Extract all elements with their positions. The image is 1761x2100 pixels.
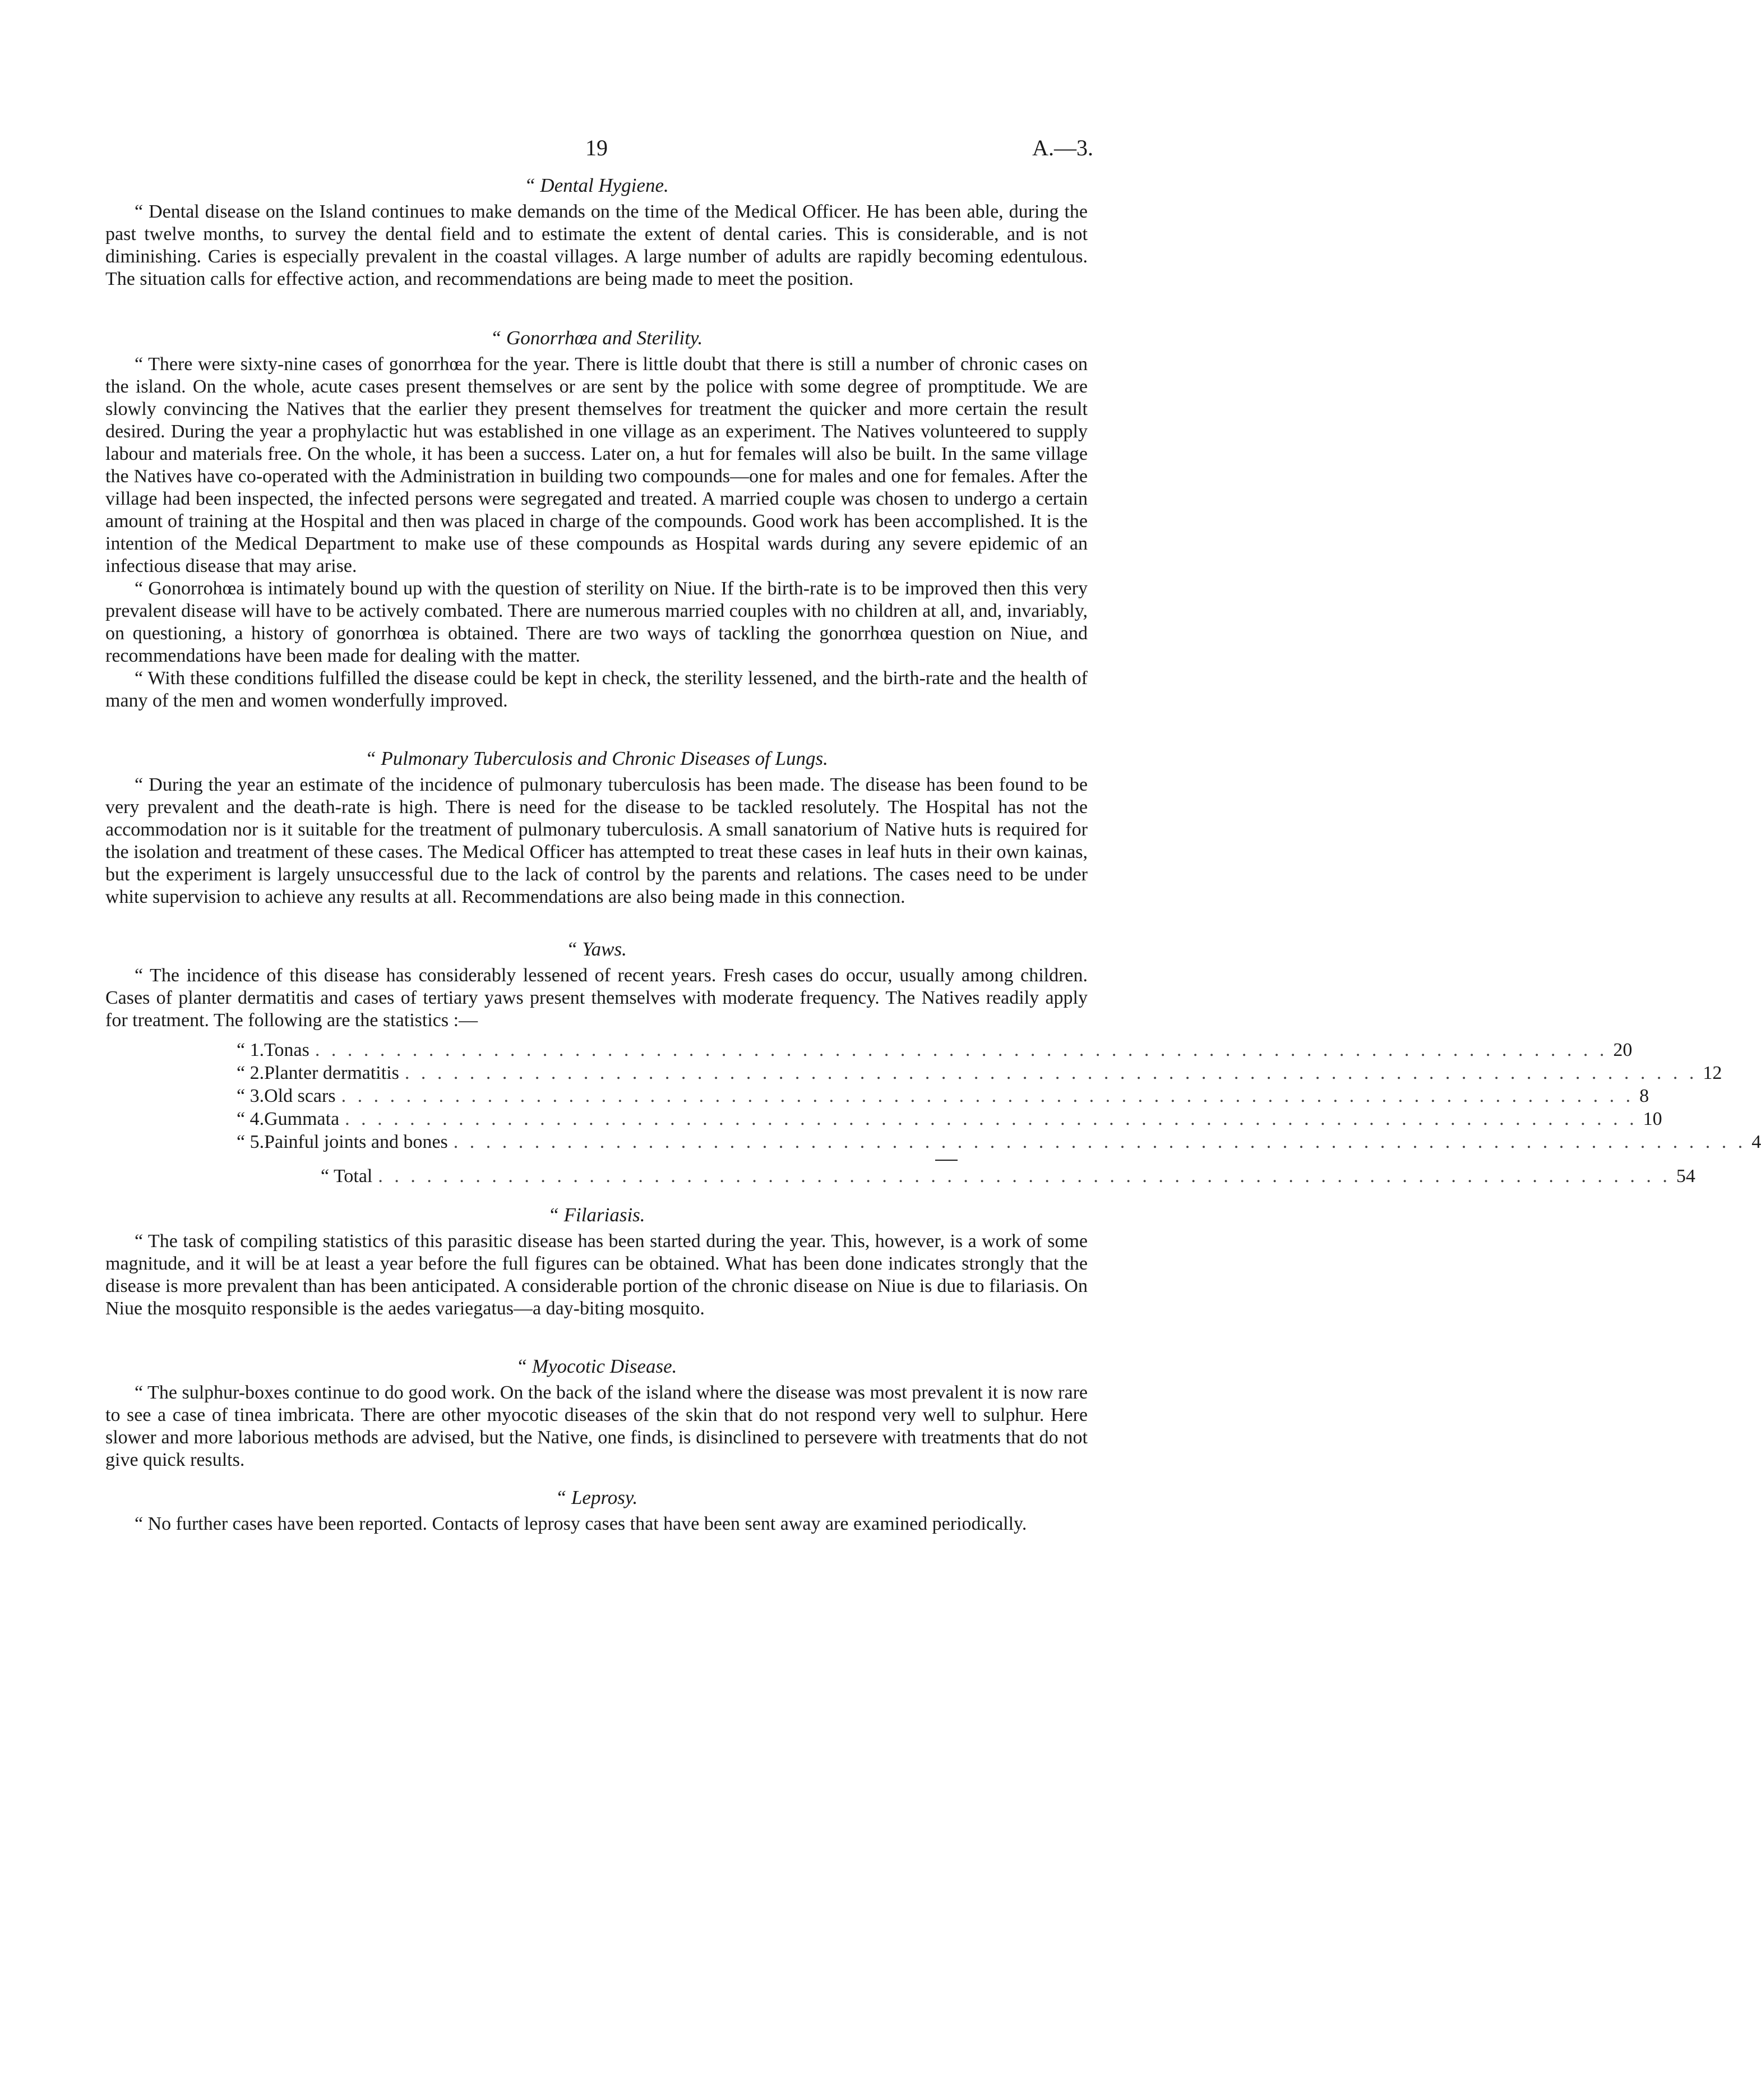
- document-series: A.—3.: [1032, 135, 1093, 160]
- stat-total-row: [237, 1166, 1695, 1189]
- paragraph: “ With these conditions fulfilled the disease could be kept in check, the sterility lessened, and the birth-rate and the health of many of the men and women wonderfully improved.: [105, 668, 1088, 711]
- stat-value: 8: [1639, 1086, 1649, 1106]
- paragraph: “ During the year an estimate of the incidence of pulmonary tuberculosis has been made. The disease has been found to be very prevalent and the death-rate is high. There is need for the disease to be tackled resolutely. The Hospital has not the accommodation nor is it suitable for the treatment of pulmonary tuberculosis. A small sanatorium of Native huts is required for the isolation and treatment of these cases. The Medical Officer has attempted to treat these cases in leaf huts in their own kainas, but the experiment is largely unsuccessful due to the lack of control by the parents and relations. The cases need to be under white supervision to achieve any results at all. Recommendations are also being made in this connection.: [105, 774, 1088, 907]
- section-filariasis: [105, 1203, 1088, 1320]
- dot-leader: . . . . . . . . . . . . . . . . . . . . . . . . . . . . . . . . . . . . . . . . . . . . . . . . . . . . . . . . . . . . . . . . . . . . . . . . . . . . . . . .: [404, 1063, 1698, 1083]
- section-heading: “ Pulmonary Tuberculosis and Chronic Diseases of Lungs.: [365, 747, 828, 769]
- total-rule-row: [237, 1155, 958, 1166]
- stat-label: Painful joints and bones: [264, 1132, 448, 1152]
- total-value: 54: [1676, 1166, 1695, 1187]
- paragraph: “ The incidence of this disease has considerably lessened of recent years. Fresh cases do occur, usually among children. Cases of planter dermatitis and cases of tertiary yaws present themselves with moderate frequency. The Natives readily apply for treatment. The following are the statistics :—: [105, 965, 1088, 1031]
- section-heading: “ Myocotic Disease.: [516, 1355, 677, 1377]
- paragraph: “ Dental disease on the Island continues to make demands on the time of the Medical Officer. He has been able, during the past twelve months, to survey the dental field and to estimate the extent of dental caries. This is considerable, and is not diminishing. Caries is especially prevalent in the coastal villages. A large number of adults are rapidly becoming edentulous. The situation calls for effective action, and recommendations are being made to meet the position.: [105, 201, 1088, 289]
- paragraph: “ Gonorrohœa is intimately bound up with the question of sterility on Niue. If the birth-rate is to be improved then this very prevalent disease will have to be actively combated. There are numerous married couples with no children at all, and, invariably, on questioning, a history of gonorrhœa is obtained. There are two ways of tackling the gonorrhœa question on Niue, and recommendations have been made for dealing with the matter.: [105, 578, 1088, 666]
- total-rule: [935, 1160, 958, 1161]
- section-heading: “ Gonorrhœa and Sterility.: [490, 327, 703, 349]
- stat-row: [237, 1040, 1633, 1063]
- paragraph: “ There were sixty-nine cases of gonorrhœa for the year. There is little doubt that there is still a number of chronic cases on the island. On the whole, acute cases present themselves or are sent by the police with some degree of promptitude. We are slowly convincing the Natives that the earlier they present themselves for treatment the quicker and more certain the result desired. During the year a prophylactic hut was established in one village as an experiment. The Natives volunteered to supply labour and materials free. On the whole, it has been a success. Later on, a hut for females will also be built. In the same village the Natives have co-operated with the Administration in building two compounds—one for males and one for females. After the village had been inspected, the infected persons were segregated and treated. A married couple was chosen to undergo a certain amount of training at the Hospital and then was placed in charge of the compounds. Good work has been accomplished. It is the intention of the Medical Department to make use of these compounds as Hospital wards during any severe epidemic of an infectious disease that may arise.: [105, 354, 1088, 576]
- stat-label: Gummata: [264, 1109, 340, 1129]
- yaws-statistics-table: [237, 1040, 1761, 1189]
- page-header: [105, 135, 1093, 168]
- document-page: [105, 135, 1761, 1535]
- stat-row: [237, 1109, 1662, 1132]
- stat-number: “ 3.: [237, 1086, 265, 1106]
- section-myocotic-disease: [105, 1355, 1088, 1471]
- stat-number: “ 5.: [237, 1132, 265, 1152]
- total-label: “ Total: [321, 1166, 373, 1187]
- paragraph: “ The sulphur-boxes continue to do good work. On the back of the island where the disease was most prevalent it is now rare to see a case of tinea imbricata. There are other myocotic diseases of the skin that do not respond very well to sulphur. Here slower and more laborious methods are advised, but the Native, one finds, is disinclined to persevere with treatments that do not give quick results.: [105, 1382, 1088, 1470]
- stat-number: “ 4.: [237, 1109, 265, 1129]
- section-gonorrhoea-sterility: [105, 326, 1088, 712]
- section-yaws: [105, 938, 1761, 1189]
- stat-number: “ 1.: [237, 1040, 265, 1060]
- section-heading: “ Leprosy.: [555, 1487, 638, 1508]
- stat-label: Tonas: [264, 1040, 309, 1060]
- section-heading: “ Dental Hygiene.: [524, 174, 669, 196]
- page-number: 19: [585, 135, 608, 160]
- section-heading: “ Filariasis.: [548, 1204, 645, 1226]
- dot-leader: . . . . . . . . . . . . . . . . . . . . . . . . . . . . . . . . . . . . . . . . . . . . . . . . . . . . . . . . . . . . . . . . . . . . . . . . . . . . . . . .: [453, 1132, 1746, 1152]
- stat-row: [237, 1063, 1722, 1086]
- section-pulmonary-tuberculosis: [105, 747, 1088, 908]
- paragraph: “ No further cases have been reported. Contacts of leprosy cases that have been sent away are examined periodically.: [135, 1513, 1027, 1534]
- stat-label: Planter dermatitis: [264, 1063, 399, 1083]
- dot-leader: . . . . . . . . . . . . . . . . . . . . . . . . . . . . . . . . . . . . . . . . . . . . . . . . . . . . . . . . . . . . . . . . . . . . . . . . . . . . . . . .: [378, 1166, 1671, 1187]
- stat-label: Old scars: [264, 1086, 336, 1106]
- stat-row: [237, 1132, 1761, 1155]
- stat-value: 12: [1703, 1063, 1722, 1083]
- paragraph: “ The task of compiling statistics of this parasitic disease has been started during the year. This, however, is a work of some magnitude, and it will be at least a year before the full figures can be obtained. What has been done indicates strongly that the disease is more prevalent than has been anticipated. A considerable portion of the chronic disease on Niue is due to filariasis. On Niue the mosquito responsible is the aedes variegatus—a day-biting mosquito.: [105, 1231, 1088, 1319]
- section-dental-hygiene: [105, 174, 1088, 290]
- dot-leader: . . . . . . . . . . . . . . . . . . . . . . . . . . . . . . . . . . . . . . . . . . . . . . . . . . . . . . . . . . . . . . . . . . . . . . . . . . . . . . . .: [341, 1086, 1634, 1106]
- stat-value: 20: [1613, 1040, 1633, 1060]
- stat-value: 4: [1751, 1132, 1761, 1152]
- stat-value: 10: [1643, 1109, 1662, 1129]
- stat-number: “ 2.: [237, 1063, 265, 1083]
- dot-leader: . . . . . . . . . . . . . . . . . . . . . . . . . . . . . . . . . . . . . . . . . . . . . . . . . . . . . . . . . . . . . . . . . . . . . . . . . . . . . . . .: [315, 1040, 1608, 1060]
- stat-row: [237, 1086, 1649, 1109]
- section-leprosy: [105, 1486, 1088, 1535]
- dot-leader: . . . . . . . . . . . . . . . . . . . . . . . . . . . . . . . . . . . . . . . . . . . . . . . . . . . . . . . . . . . . . . . . . . . . . . . . . . . . . . . .: [345, 1109, 1638, 1129]
- section-heading: “ Yaws.: [566, 938, 627, 960]
